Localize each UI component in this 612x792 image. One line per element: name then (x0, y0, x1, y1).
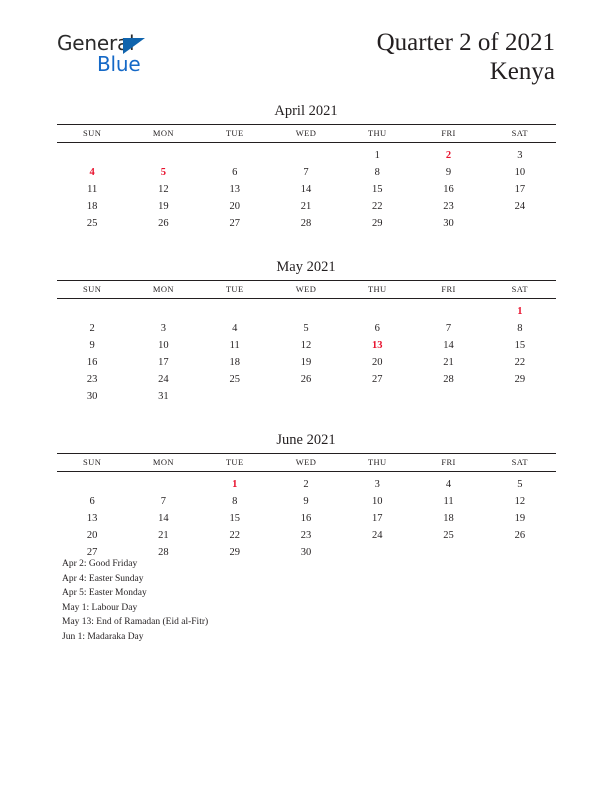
day-cell[interactable]: 16 (443, 184, 454, 195)
day-cell[interactable]: 13 (86, 513, 98, 524)
day-cell-empty (413, 388, 484, 405)
week-row (57, 299, 556, 321)
quarter-calendars (0, 100, 612, 585)
month-block (57, 429, 556, 561)
day-cell[interactable]: 2 (303, 479, 309, 490)
day-cell-holiday[interactable]: 1 (232, 479, 238, 490)
weekday-header-thu: THU (342, 125, 413, 143)
day-cell[interactable]: 6 (374, 323, 380, 334)
weekday-header-row (57, 454, 556, 472)
weekday-header-tue: TUE (199, 281, 270, 299)
weekday-header-sat: SAT (484, 125, 555, 143)
day-cell[interactable]: 12 (158, 184, 169, 195)
day-cell[interactable]: 21 (300, 201, 312, 212)
day-cell[interactable]: 16 (300, 513, 312, 524)
week-row (57, 493, 556, 510)
day-cell[interactable]: 15 (514, 340, 526, 351)
day-cell[interactable]: 9 (445, 167, 452, 178)
day-cell[interactable]: 20 (229, 201, 240, 212)
day-cell[interactable]: 18 (443, 513, 454, 524)
day-cell[interactable]: 23 (300, 530, 312, 541)
month-title: April 2021 (274, 103, 338, 119)
weekday-header-tue: TUE (199, 454, 270, 472)
week-row (57, 527, 556, 544)
day-cell[interactable]: 25 (443, 530, 454, 541)
weekday-header-mon: MON (128, 125, 199, 143)
weekday-header-wed: WED (270, 454, 341, 472)
day-cell[interactable]: 11 (87, 184, 98, 195)
holiday-item: May 1: Labour Day (62, 602, 138, 613)
day-cell-holiday[interactable]: 4 (89, 167, 95, 178)
day-cell[interactable]: 24 (158, 374, 169, 385)
day-cell[interactable]: 23 (443, 201, 454, 212)
day-cell[interactable]: 11 (229, 340, 240, 351)
day-cell[interactable]: 10 (158, 340, 169, 351)
day-cell[interactable]: 29 (229, 547, 240, 558)
day-cell[interactable]: 10 (514, 167, 526, 178)
day-cell[interactable]: 18 (86, 201, 98, 212)
day-cell[interactable]: 15 (229, 513, 240, 524)
weekday-header-fri: FRI (413, 281, 484, 299)
week-row (57, 215, 556, 232)
day-cell-empty (484, 215, 555, 232)
day-cell[interactable]: 27 (229, 218, 240, 229)
day-cell[interactable]: 3 (374, 479, 380, 490)
holiday-legend (62, 557, 482, 645)
week-row (57, 320, 556, 337)
day-cell[interactable]: 23 (86, 374, 98, 385)
day-cell[interactable]: 18 (229, 357, 240, 368)
weekday-header-fri: FRI (413, 454, 484, 472)
day-cell-empty (270, 143, 341, 165)
day-cell[interactable]: 25 (229, 374, 240, 385)
day-cell[interactable]: 26 (158, 218, 169, 229)
day-cell[interactable]: 20 (86, 530, 98, 541)
weekday-header-tue: TUE (199, 125, 270, 143)
day-cell[interactable]: 17 (372, 513, 383, 524)
day-cell[interactable]: 11 (443, 496, 454, 507)
day-cell[interactable]: 20 (372, 357, 383, 368)
week-row (57, 354, 556, 371)
holiday-item: Jun 1: Madaraka Day (62, 631, 144, 642)
page-header (0, 0, 612, 100)
day-cell[interactable]: 14 (300, 184, 312, 195)
weekday-header-mon: MON (128, 281, 199, 299)
weekday-header-sun: SUN (57, 454, 128, 472)
day-cell[interactable]: 17 (158, 357, 169, 368)
logo-word-general: General (57, 31, 135, 55)
quarter-title: Quarter 2 of 2021 (376, 29, 555, 56)
day-cell[interactable]: 21 (443, 357, 454, 368)
day-cell[interactable]: 12 (514, 496, 526, 507)
day-cell[interactable]: 29 (372, 218, 383, 229)
holiday-item: Apr 4: Easter Sunday (62, 573, 144, 584)
holiday-item: Apr 5: Easter Monday (62, 588, 147, 599)
day-cell[interactable]: 2 (89, 323, 95, 334)
day-cell-empty (199, 388, 270, 405)
logo-word-blue: Blue (97, 52, 141, 76)
day-cell[interactable]: 5 (303, 323, 309, 334)
day-cell-empty (342, 388, 413, 405)
day-cell[interactable]: 10 (372, 496, 383, 507)
day-cell-empty (199, 143, 270, 165)
day-cell[interactable]: 8 (232, 496, 238, 507)
week-row (57, 143, 556, 165)
day-cell-empty (484, 388, 555, 405)
holiday-item: May 13: End of Ramadan (Eid al-Fitr) (62, 617, 209, 628)
day-cell-empty (199, 299, 270, 321)
day-cell[interactable]: 27 (86, 547, 98, 558)
day-cell-empty (128, 299, 199, 321)
day-cell-empty (342, 299, 413, 321)
day-cell-holiday[interactable]: 2 (445, 150, 452, 161)
weekday-header-row (57, 125, 556, 143)
page-title (377, 28, 555, 86)
day-cell-empty (484, 544, 555, 561)
week-row (57, 472, 556, 494)
weekday-header-sun: SUN (57, 125, 128, 143)
day-cell[interactable]: 19 (158, 201, 169, 212)
day-cell[interactable]: 24 (514, 201, 526, 212)
generalblue-logo[interactable] (57, 33, 237, 83)
day-cell[interactable]: 3 (160, 323, 167, 334)
day-cell[interactable]: 24 (372, 530, 383, 541)
month-title: May 2021 (276, 259, 336, 275)
day-cell[interactable]: 28 (158, 547, 169, 558)
weekday-header-wed: WED (270, 125, 341, 143)
day-cell[interactable]: 22 (229, 530, 240, 541)
day-cell[interactable]: 14 (443, 340, 454, 351)
day-cell[interactable]: 19 (514, 513, 526, 524)
day-cell[interactable]: 22 (514, 357, 526, 368)
day-cell-empty (270, 388, 341, 405)
day-cell[interactable]: 4 (445, 479, 452, 490)
weekday-header-mon: MON (128, 454, 199, 472)
holiday-item: Apr 2: Good Friday (62, 559, 138, 569)
day-cell[interactable]: 5 (517, 479, 523, 490)
day-cell[interactable]: 12 (300, 340, 312, 351)
day-cell[interactable]: 28 (443, 374, 454, 385)
day-cell[interactable]: 8 (517, 323, 523, 334)
day-cell[interactable]: 29 (514, 374, 526, 385)
day-cell[interactable]: 27 (372, 374, 383, 385)
day-cell[interactable]: 15 (372, 184, 383, 195)
month-title: June 2021 (276, 432, 336, 448)
weekday-header-sun: SUN (57, 281, 128, 299)
day-cell-empty (128, 472, 199, 494)
week-row (57, 337, 556, 354)
day-cell-empty (57, 299, 128, 321)
day-cell-empty (57, 143, 128, 165)
day-cell[interactable]: 13 (229, 184, 240, 195)
day-cell[interactable]: 19 (300, 357, 312, 368)
weekday-header-thu: THU (342, 281, 413, 299)
weekday-header-thu: THU (342, 454, 413, 472)
month-grid (57, 124, 556, 232)
day-cell-holiday[interactable]: 13 (372, 340, 383, 351)
day-cell[interactable]: 17 (514, 184, 526, 195)
weekday-header-row (57, 281, 556, 299)
day-cell-holiday[interactable]: 1 (517, 306, 523, 317)
month-block (57, 100, 556, 232)
day-cell[interactable]: 9 (89, 340, 95, 351)
weekday-header-wed: WED (270, 281, 341, 299)
day-cell[interactable]: 28 (300, 218, 312, 229)
day-cell[interactable]: 6 (89, 496, 95, 507)
day-cell-empty (57, 472, 128, 494)
day-cell[interactable]: 9 (303, 496, 309, 507)
day-cell[interactable]: 26 (300, 374, 312, 385)
day-cell[interactable]: 16 (86, 357, 98, 368)
day-cell[interactable]: 26 (514, 530, 526, 541)
month-block (57, 256, 556, 405)
day-cell-empty (128, 143, 199, 165)
day-cell[interactable]: 6 (232, 167, 238, 178)
day-cell[interactable]: 7 (160, 496, 167, 507)
country-subtitle: Kenya (489, 58, 555, 85)
day-cell[interactable]: 8 (374, 167, 380, 178)
day-cell-empty (270, 299, 341, 321)
month-grid (57, 453, 556, 561)
weekday-header-sat: SAT (484, 281, 555, 299)
day-cell[interactable]: 22 (372, 201, 383, 212)
day-cell[interactable]: 1 (374, 150, 380, 161)
weekday-header-fri: FRI (413, 125, 484, 143)
day-cell-holiday[interactable]: 5 (160, 167, 167, 178)
day-cell[interactable]: 3 (517, 150, 523, 161)
day-cell[interactable]: 21 (158, 530, 169, 541)
day-cell[interactable]: 25 (86, 218, 98, 229)
day-cell[interactable]: 4 (232, 323, 238, 334)
day-cell[interactable]: 30 (86, 391, 98, 402)
week-row (57, 510, 556, 527)
week-row (57, 388, 556, 405)
week-row (57, 198, 556, 215)
day-cell[interactable]: 7 (445, 323, 452, 334)
day-cell[interactable]: 30 (300, 547, 312, 558)
day-cell-empty (413, 299, 484, 321)
day-cell[interactable]: 31 (158, 391, 169, 402)
week-row (57, 371, 556, 388)
month-grid (57, 280, 556, 405)
day-cell[interactable]: 14 (158, 513, 169, 524)
day-cell[interactable]: 7 (303, 167, 309, 178)
week-row (57, 164, 556, 181)
day-cell[interactable]: 30 (443, 218, 454, 229)
weekday-header-sat: SAT (484, 454, 555, 472)
week-row (57, 181, 556, 198)
